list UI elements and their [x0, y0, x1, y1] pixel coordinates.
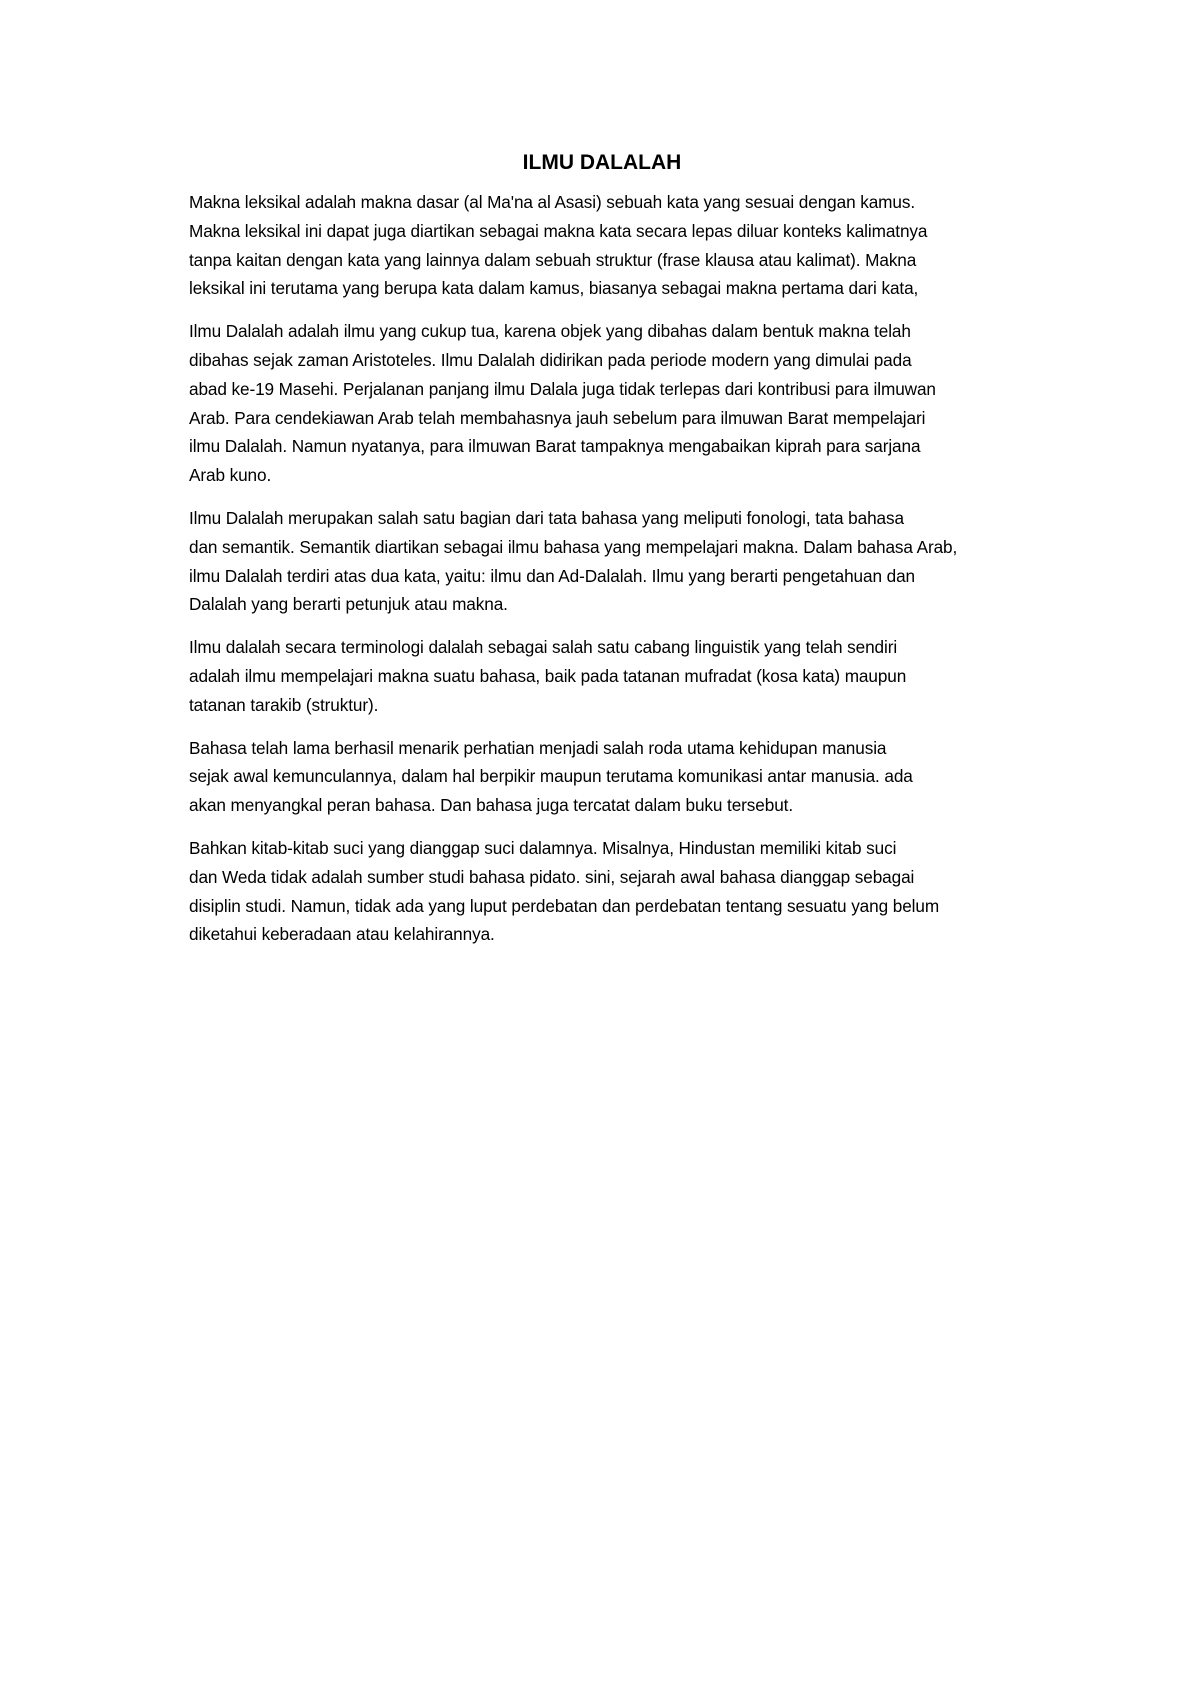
paragraph-line: leksikal ini terutama yang berupa kata dalam kamus, biasanya sebagai makna pertama dari kata, — [189, 278, 919, 299]
paragraph-line: abad ke-19 Masehi. Perjalanan panjang ilmu Dalala juga tidak terlepas dari kontribusi para ilmuwan — [189, 378, 936, 399]
paragraph-line: Makna leksikal adalah makna dasar (al Ma'na al Asasi) sebuah kata yang sesuai dengan kamus. — [189, 192, 916, 212]
paragraph-line: ilmu Dalalah terdiri atas dua kata, yaitu: ilmu dan Ad-Dalalah. Ilmu yang berarti pengetahuan dan — [189, 565, 915, 586]
paragraph-line: diketahui keberadaan atau kelahirannya. — [189, 924, 495, 945]
paragraph-line: Arab. Para cendekiawan Arab telah membahasnya jauh sebelum para ilmuwan Barat mempelajari — [189, 407, 926, 428]
paragraph-line: ilmu Dalalah. Namun nyatanya, para ilmuwan Barat tampaknya mengabaikan kiprah para sarjana — [189, 436, 921, 457]
document-title: ILMU DALALAH — [522, 151, 682, 174]
paragraph-line: Dalalah yang berarti petunjuk atau makna. — [189, 594, 508, 615]
paragraph-line: sejak awal kemunculannya, dalam hal berpikir maupun terutama komunikasi antar manusia. ada — [189, 766, 913, 787]
paragraph-line: tatanan tarakib (struktur). — [189, 694, 379, 715]
paragraph-line: akan menyangkal peran bahasa. Dan bahasa juga tercatat dalam buku tersebut. — [189, 795, 794, 816]
paragraph-2 — [147, 317, 1057, 490]
paragraph-line: dan semantik. Semantik diartikan sebagai ilmu bahasa yang mempelajari makna. Dalam bahasa Arab, — [189, 536, 958, 557]
paragraph-6 — [147, 834, 1057, 949]
paragraph-line: dan Weda tidak adalah sumber studi bahasa pidato. sini, sejarah awal bahasa dianggap sebagai — [189, 866, 915, 887]
paragraph-line: Arab kuno. — [189, 465, 272, 486]
paragraph-line: dibahas sejak zaman Aristoteles. Ilmu Dalalah didirikan pada periode modern yang dimulai pada — [189, 349, 912, 370]
paragraph-3 — [147, 504, 1057, 619]
paragraph-4 — [147, 633, 1057, 719]
paragraph-line: disiplin studi. Namun, tidak ada yang luput perdebatan dan perdebatan tentang sesuatu yang belum — [189, 895, 940, 916]
paragraph-1 — [147, 188, 1057, 303]
paragraph-line: Ilmu Dalalah adalah ilmu yang cukup tua, karena objek yang dibahas dalam bentuk makna telah — [189, 321, 911, 342]
document-body — [147, 148, 1057, 963]
paragraph-line: Ilmu dalalah secara terminologi dalalah sebagai salah satu cabang linguistik yang telah sendiri — [189, 637, 898, 658]
paragraph-line: Bahkan kitab-kitab suci yang dianggap suci dalamnya. Misalnya, Hindustan memiliki kitab suci — [189, 837, 897, 858]
paragraph-5 — [147, 734, 1057, 820]
paragraph-line: adalah ilmu mempelajari makna suatu bahasa, baik pada tatanan mufradat (kosa kata) maupun — [189, 665, 907, 686]
paragraph-line: tanpa kaitan dengan kata yang lainnya dalam sebuah struktur (frase klausa atau kalimat). Makna — [189, 249, 917, 270]
paragraph-line: Bahasa telah lama berhasil menarik perhatian menjadi salah roda utama kehidupan manusia — [189, 737, 887, 758]
paragraph-line: Makna leksikal ini dapat juga diartikan sebagai makna kata secara lepas diluar konteks kalimatnya — [189, 220, 928, 241]
paragraph-line: Ilmu Dalalah merupakan salah satu bagian dari tata bahasa yang meliputi fonologi, tata bahasa — [189, 507, 904, 528]
